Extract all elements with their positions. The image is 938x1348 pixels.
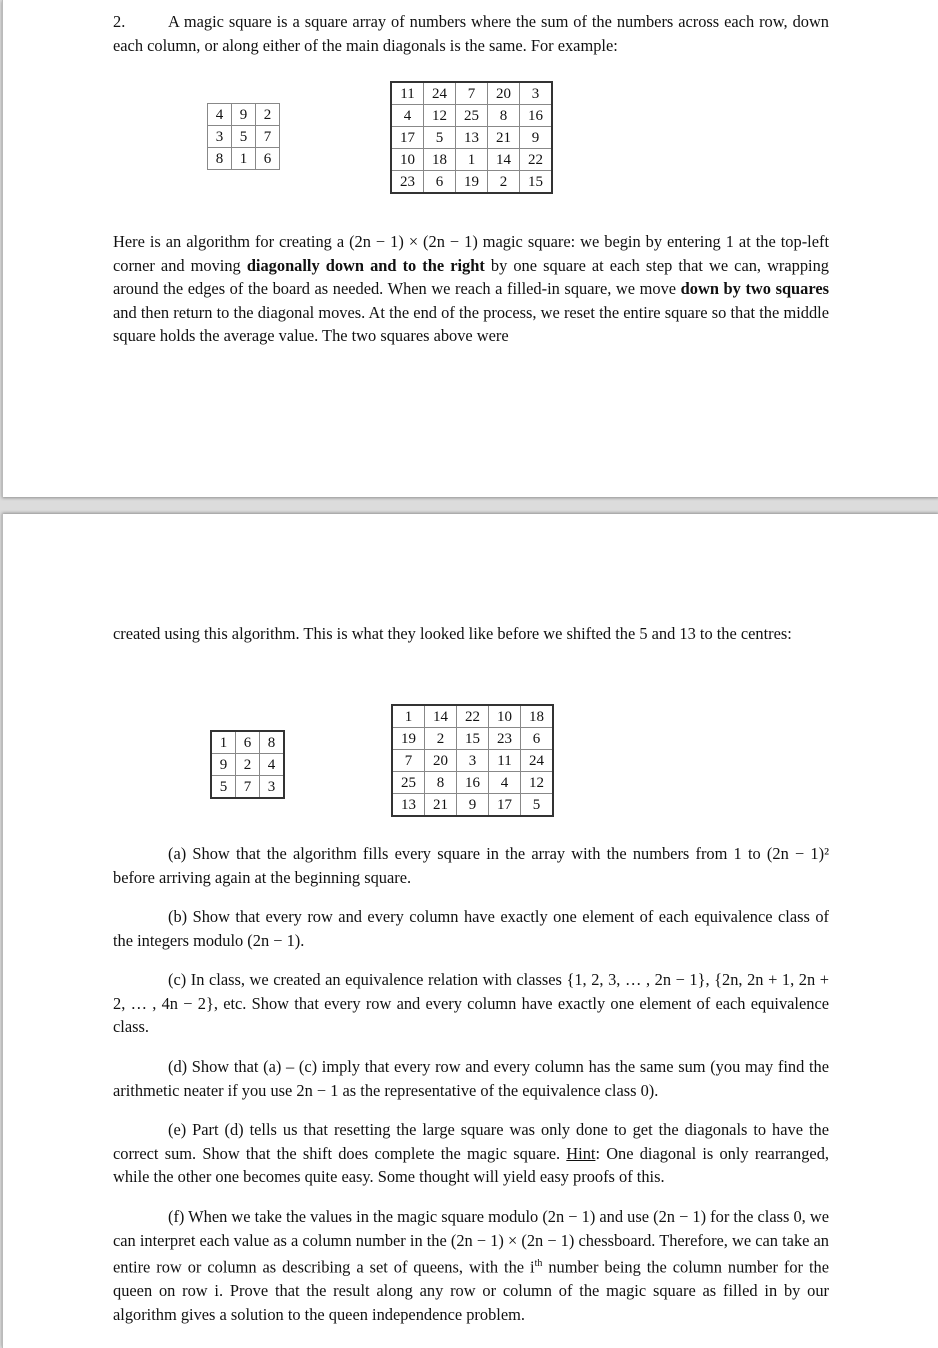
- square-cell: 18: [424, 149, 456, 171]
- magic-square-3x3: [207, 103, 280, 170]
- square-cell: 3: [208, 126, 232, 148]
- text: and then return to the diagonal moves. At the end of the process, we reset the entire square so that the middle square holds the average value. The two squares above were: [113, 302, 829, 346]
- square-cell: 11: [391, 82, 424, 105]
- square-cell: 24: [521, 750, 554, 772]
- magic-square-5x5: [390, 81, 553, 194]
- square-cell: 21: [488, 127, 520, 149]
- square-cell: 22: [520, 149, 553, 171]
- page-2: [2, 514, 938, 1348]
- square-cell: 20: [425, 750, 457, 772]
- square-cell: 6: [236, 731, 260, 754]
- square-cell: 5: [521, 794, 554, 817]
- square-cell: 1: [232, 148, 256, 170]
- square-cell: 12: [521, 772, 554, 794]
- square-cell: 7: [236, 776, 260, 799]
- bold-text: down by two squares: [680, 279, 830, 299]
- text: (f) When we take the values in the magic square modulo (2n − 1) and use (2n − 1) for the class 0, we can interpret each value as a column number in the (2n − 1) × (2n − 1) chessboard. Therefore, we can take an entire row or column as describing a set of queens, with the i: [113, 1207, 829, 1277]
- square-cell: 2: [425, 728, 457, 750]
- square-cell: 16: [520, 105, 553, 127]
- square-row: [208, 104, 280, 126]
- square-cell: 6: [256, 148, 280, 170]
- square-cell: 20: [488, 82, 520, 105]
- square-cell: 18: [521, 705, 554, 728]
- square-cell: 3: [457, 750, 489, 772]
- problem-number: 2.: [113, 12, 126, 31]
- square-cell: 1: [456, 149, 488, 171]
- square-row: [208, 126, 280, 148]
- square-cell: 7: [256, 126, 280, 148]
- square-row: [392, 750, 553, 772]
- square-cell: 19: [392, 728, 425, 750]
- square-cell: 22: [457, 705, 489, 728]
- pre-shift-square-3x3: [210, 730, 285, 799]
- square-row: [391, 127, 552, 149]
- part-a: (a) Show that the algorithm fills every square in the array with the numbers from 1 to (2n − 1)² before arriving again at the beginning square.: [113, 844, 829, 887]
- square-row: [211, 731, 284, 754]
- square-cell: 19: [456, 171, 488, 194]
- square-cell: 16: [457, 772, 489, 794]
- square-cell: 13: [456, 127, 488, 149]
- part-c: (c) In class, we created an equivalence relation with classes {1, 2, 3, … , 2n − 1}, {2n, 2n + 1, 2n + 2, … , 4n − 2}, etc. Show that every row and every column have exactly one element of each equivalence class.: [113, 970, 829, 1037]
- square-row: [392, 705, 553, 728]
- square-cell: 3: [260, 776, 285, 799]
- text: Here is an algorithm for creating a (2n − 1) × (2n − 1) magic square: we begin by entering 1 at the top-left corner and moving: [113, 232, 829, 275]
- square-cell: 2: [488, 171, 520, 194]
- continuation-paragraph: created using this algorithm. This is what they looked like before we shifted the 5 and 13 to the centres:: [113, 624, 792, 643]
- part-d: (d) Show that (a) – (c) imply that every row and every column has the same sum (you may find the arithmetic neater if you use 2n − 1 as the representative of the equivalence class 0).: [113, 1057, 829, 1100]
- square-cell: 14: [425, 705, 457, 728]
- square-cell: 5: [424, 127, 456, 149]
- bold-text: diagonally down and to the right: [246, 255, 485, 275]
- square-cell: 24: [424, 82, 456, 105]
- square-cell: 8: [260, 731, 285, 754]
- square-cell: 9: [457, 794, 489, 817]
- intro-text: A magic square is a square array of numbers where the sum of the numbers across each row, down each column, or along either of the main diagonals is the same. For example:: [113, 12, 829, 55]
- square-cell: 2: [256, 104, 280, 126]
- superscript: th: [534, 1258, 543, 1270]
- part-e: [113, 1118, 829, 1189]
- square-cell: 23: [489, 728, 521, 750]
- square-cell: 17: [489, 794, 521, 817]
- square-cell: 4: [260, 754, 285, 776]
- text: (e) Part (d) tells us that resetting the large square was only done to get the diagonals to have the correct sum. Show that the shift does complete the magic square.: [113, 1120, 829, 1163]
- square-cell: 1: [392, 705, 425, 728]
- square-cell: 8: [208, 148, 232, 170]
- square-cell: 5: [232, 126, 256, 148]
- square-cell: 4: [391, 105, 424, 127]
- part-b: (b) Show that every row and every column have exactly one element of each equivalence class of the integers modulo (2n − 1).: [113, 907, 829, 950]
- square-cell: 23: [391, 171, 424, 194]
- square-row: [211, 754, 284, 776]
- square-cell: 10: [391, 149, 424, 171]
- square-cell: 3: [520, 82, 553, 105]
- square-cell: 8: [425, 772, 457, 794]
- square-cell: 13: [392, 794, 425, 817]
- square-cell: 21: [425, 794, 457, 817]
- square-row: [391, 171, 552, 194]
- square-cell: 7: [392, 750, 425, 772]
- square-cell: 6: [521, 728, 554, 750]
- square-cell: 7: [456, 82, 488, 105]
- square-cell: 25: [392, 772, 425, 794]
- page-1: [2, 0, 938, 497]
- square-row: [211, 776, 284, 799]
- pre-shift-square-5x5: [391, 704, 554, 817]
- square-cell: 15: [520, 171, 553, 194]
- square-cell: 6: [424, 171, 456, 194]
- square-cell: 1: [211, 731, 236, 754]
- square-cell: 12: [424, 105, 456, 127]
- text: by one square at each step that we can, wrapping around the edges of the board as needed. When we reach a filled-in square, we move: [113, 255, 829, 299]
- square-cell: 10: [489, 705, 521, 728]
- square-cell: 11: [489, 750, 521, 772]
- text: : One diagonal is only rearranged, while the other one becomes quite easy. Some thought will yield easy proofs of this.: [113, 1143, 829, 1187]
- square-cell: 8: [488, 105, 520, 127]
- square-cell: 9: [232, 104, 256, 126]
- square-cell: 14: [488, 149, 520, 171]
- square-cell: 4: [208, 104, 232, 126]
- square-cell: 4: [489, 772, 521, 794]
- square-cell: 15: [457, 728, 489, 750]
- square-row: [392, 772, 553, 794]
- square-row: [391, 82, 552, 105]
- text: number being the column number for the queen on row i. Prove that the result along any row or column of the magic square as filled in by our algorithm gives a solution to the queen independence problem.: [113, 1257, 830, 1324]
- square-cell: 5: [211, 776, 236, 799]
- square-row: [391, 105, 552, 127]
- square-row: [392, 728, 553, 750]
- square-row: [392, 794, 553, 817]
- square-cell: 9: [520, 127, 553, 149]
- square-cell: 2: [236, 754, 260, 776]
- square-cell: 9: [211, 754, 236, 776]
- square-row: [208, 148, 280, 170]
- problem-intro: [113, 10, 829, 57]
- square-row: [391, 149, 552, 171]
- square-cell: 17: [391, 127, 424, 149]
- algorithm-paragraph: [113, 230, 829, 348]
- part-f: [113, 1205, 829, 1326]
- square-cell: 25: [456, 105, 488, 127]
- hint-label: Hint: [566, 1143, 596, 1163]
